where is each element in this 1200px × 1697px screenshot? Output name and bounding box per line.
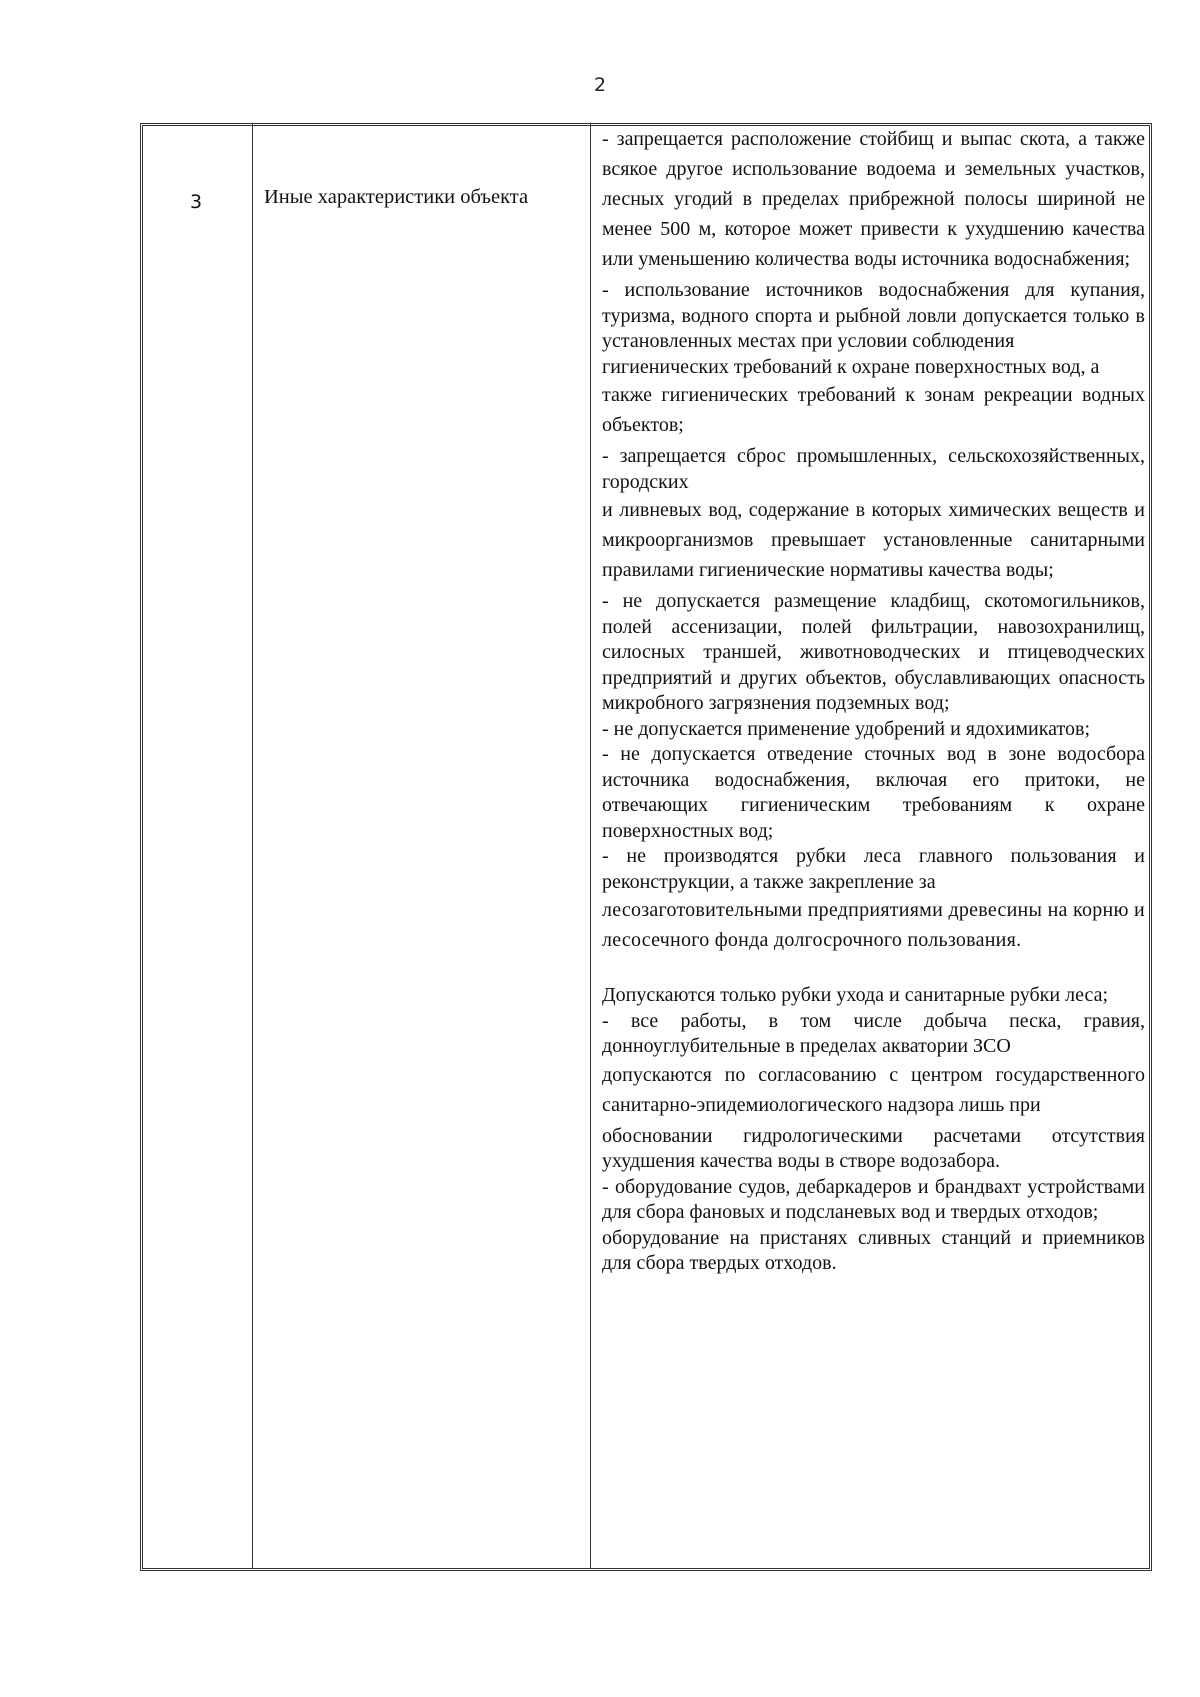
- paragraph-pier-equipment: оборудование на пристанях сливных станций и приемников для сбора твердых отходов.: [602, 1226, 1145, 1274]
- paragraph-cemeteries-ban: - не допускается размещение кладбищ, скотомогильников, полей ассенизации, полей фильтрации, навозохранилищ, силосных траншей, животноводческих и птицеводческих предприятий и других объектов, обуславливающих опасность микробного загрязнения подземных вод;: [602, 590, 1145, 714]
- paragraph-hygiene-requirements: гигиенических требований к охране поверхностных вод, а: [602, 355, 1100, 378]
- paragraph-pasture-ban: - запрещается расположение стойбищ и выпас скота, а также всякое другое использование водоема и земельных участков, лесных угодий в пределах прибрежной полосы шириной не менее 500 м, которое может привести к ухудшению качества или уменьшению количества воды источника водоснабжения;: [602, 128, 1145, 270]
- paragraph-hydrology: обосновании гидрологическими расчетами отсутствия ухудшения качества воды в створе водозабора.: [602, 1124, 1145, 1172]
- paragraph-sewage-ban: - не допускается отведение сточных вод в зоне водосбора источника водоснабжения, включая его притоки, не отвечающих гигиеническим требованиям к охране поверхностных вод;: [602, 743, 1145, 842]
- paragraph-timber-harvest: лесозаготовительными предприятиями древесины на корню и лесосечного фонда долгосрочного пользования.: [602, 899, 1145, 951]
- paragraph-approval: допускаются по согласованию с центром государственного санитарно-эпидемиологического надзора лишь при: [602, 1063, 1145, 1116]
- paragraph-recreation-use: - использование источников водоснабжения для купания, туризма, водного спорта и рыбной ловли допускается только в установленных местах при условии соблюдения: [602, 279, 1145, 352]
- column-divider: [590, 124, 591, 1569]
- page-number: 2: [593, 74, 607, 96]
- paragraph-allowed-logging: Допускаются только рубки ухода и санитарные рубки леса;: [602, 984, 1109, 1006]
- paragraph-recreation-zones: также гигиенических требований к зонам рекреации водных объектов;: [602, 384, 1145, 436]
- row-number: 3: [189, 191, 203, 213]
- paragraph-vessel-equipment: - оборудование судов, дебаркадеров и брандвахт устройствами для сбора фановых и подсланевых вод и твердых отходов;: [602, 1175, 1145, 1223]
- paragraph-fertilizers-ban: - не допускается применение удобрений и ядохимикатов;: [602, 717, 1090, 740]
- column-divider: [252, 124, 253, 1569]
- paragraph-dredging-works: - все работы, в том числе добыча песка, гравия, донноуглубительные в пределах акватории ЗСО: [602, 1009, 1145, 1057]
- row-content: [602, 124, 1145, 1568]
- row-label: Иные характеристики объекта: [264, 186, 529, 208]
- paragraph-logging-ban: - не производятся рубки леса главного пользования и реконструкции, а также закрепление за: [602, 845, 1145, 893]
- paragraph-discharge-ban: - запрещается сброс промышленных, сельскохозяйственных, городских: [602, 445, 1145, 493]
- paragraph-storm-water: и ливневых вод, содержание в которых химических веществ и микроорганизмов превышает установленные санитарными правилами гигиенические нормативы качества воды;: [602, 499, 1145, 581]
